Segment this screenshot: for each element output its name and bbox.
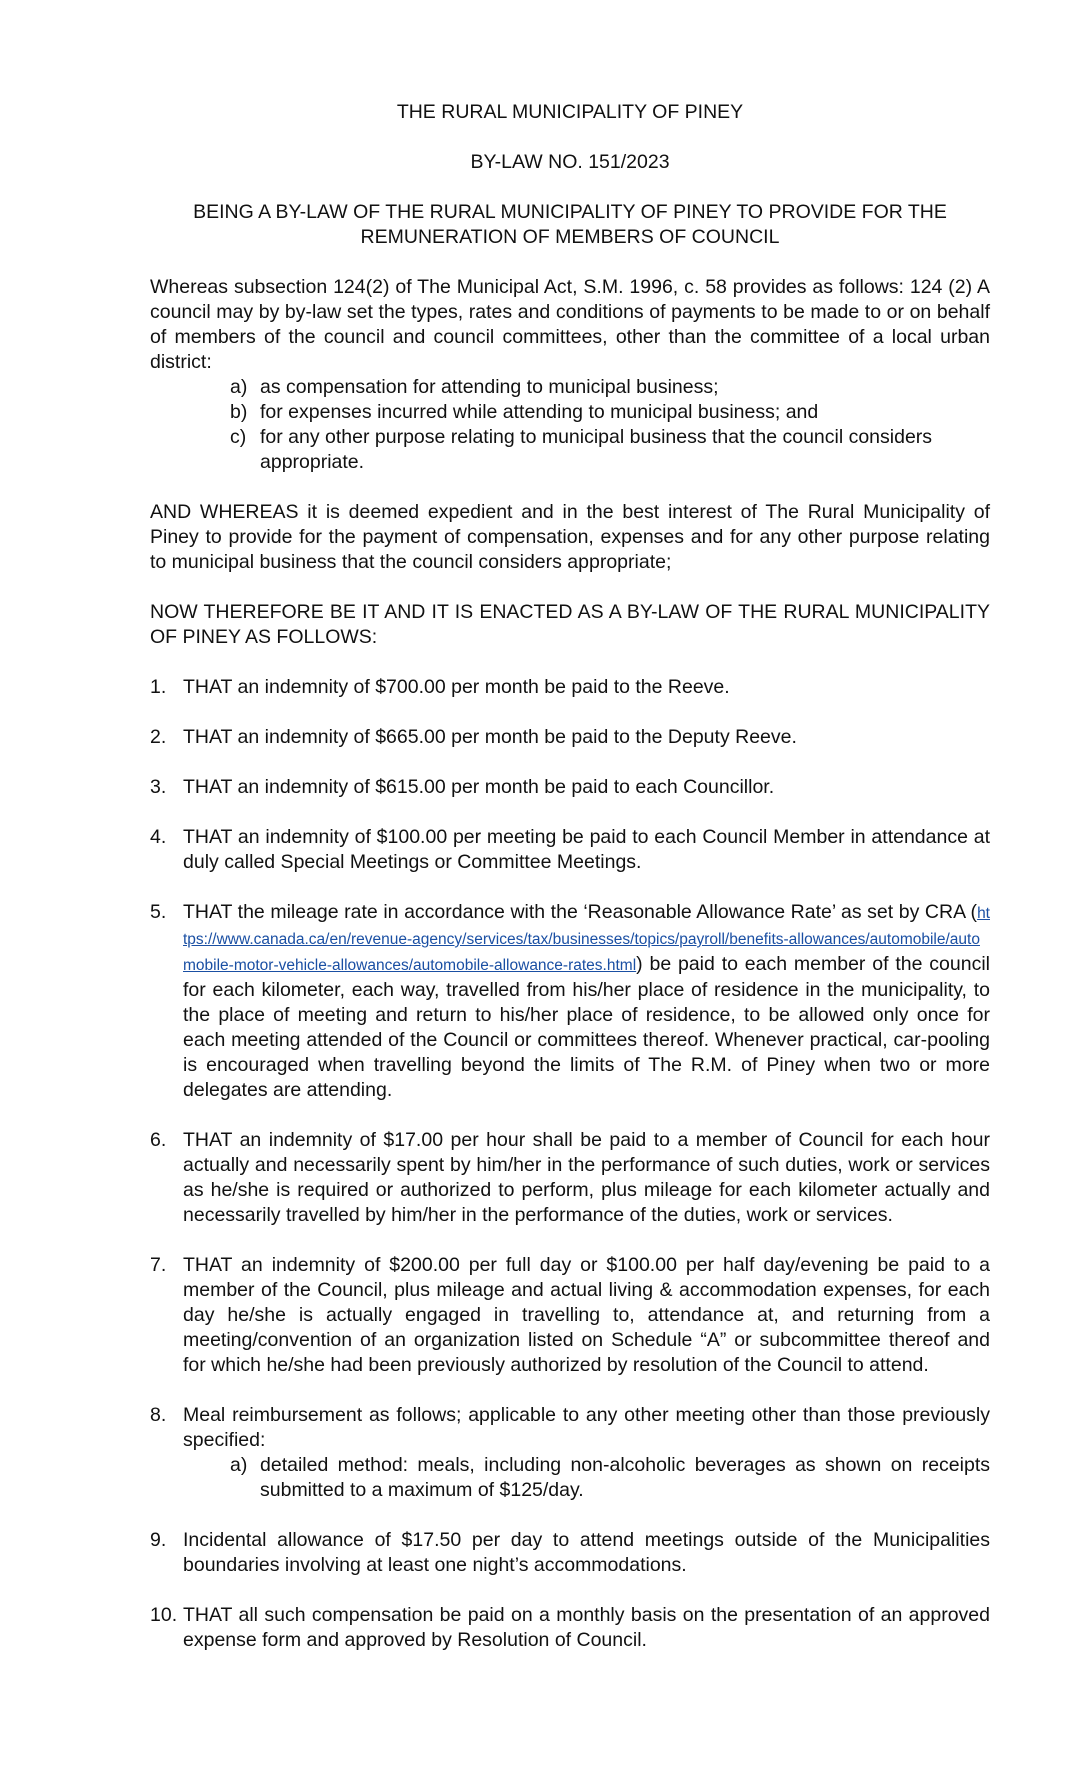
clause-text: THAT an indemnity of $100.00 per meeting be paid to each Council Member in attendance at duly called Special Meetings or Committee Meetings. bbox=[183, 826, 990, 873]
clause-item bbox=[150, 725, 990, 750]
whereas-item bbox=[230, 400, 990, 425]
clause-sub-text: detailed method: meals, including non-alcoholic beverages as shown on receipts submitted to a maximum of $125/day. bbox=[260, 1454, 990, 1501]
clause-text: THAT an indemnity of $615.00 per month be paid to each Councillor. bbox=[183, 776, 775, 798]
clause-item bbox=[150, 1528, 990, 1578]
clause-number: 7. bbox=[150, 1254, 167, 1276]
clause-item bbox=[150, 825, 990, 875]
clause-item bbox=[150, 675, 990, 700]
clause-item bbox=[150, 1253, 990, 1378]
whereas-item-label: b) bbox=[230, 401, 248, 423]
clause-text: Incidental allowance of $17.50 per day to attend meetings outside of the Municipalities boundaries involving at least one night’s accommodations. bbox=[183, 1529, 990, 1576]
clause-sub-list bbox=[183, 1453, 990, 1503]
clause-number: 6. bbox=[150, 1129, 167, 1151]
clause-number: 4. bbox=[150, 826, 167, 848]
whereas-item-label: a) bbox=[230, 376, 248, 398]
clause-text: THAT an indemnity of $665.00 per month be paid to the Deputy Reeve. bbox=[183, 726, 797, 748]
clause-item bbox=[150, 1403, 990, 1503]
clause-item bbox=[150, 1128, 990, 1228]
municipality-heading: THE RURAL MUNICIPALITY OF PINEY bbox=[396, 101, 744, 123]
whereas-item-text: as compensation for attending to municipal business; bbox=[260, 376, 719, 398]
clause-number: 2. bbox=[150, 726, 167, 748]
clause-number: 1. bbox=[150, 676, 167, 698]
whereas-section bbox=[150, 275, 990, 475]
clause-number: 3. bbox=[150, 776, 167, 798]
clauses-list bbox=[150, 675, 990, 1653]
clause-text: THAT an indemnity of $200.00 per full day or $100.00 per half day/evening be paid to a member of the Council, plus mileage and actual living & accommodation expenses, for each day he/she is actually engaged in travelling to, attendance at, and returning from a meeting/convention of an organization listed on Schedule “A” or subcommittee thereof and for which he/she had been previously authorized by resolution of the Council to attend. bbox=[183, 1254, 990, 1376]
clause-number: 5. bbox=[150, 901, 167, 923]
enactment-paragraph: NOW THEREFORE BE IT AND IT IS ENACTED AS A BY-LAW OF THE RURAL MUNICIPALITY OF PINEY AS FOLLOWS: bbox=[150, 601, 990, 648]
clause-text: THAT an indemnity of $700.00 per month be paid to the Reeve. bbox=[183, 676, 730, 698]
and-whereas-paragraph: AND WHEREAS it is deemed expedient and in the best interest of The Rural Municipality of Piney to provide for the payment of compensation, expenses and for any other purpose relating to municipal business that the council considers appropriate; bbox=[150, 501, 990, 573]
clause-item bbox=[150, 775, 990, 800]
clause-number: 8. bbox=[150, 1404, 167, 1426]
clause-number: 10. bbox=[150, 1604, 178, 1626]
clause-item bbox=[150, 1603, 990, 1653]
bylaw-document bbox=[150, 100, 990, 1678]
bylaw-number: BY-LAW NO. 151/2023 bbox=[470, 151, 670, 173]
whereas-intro: Whereas subsection 124(2) of The Municipal Act, S.M. 1996, c. 58 provides as follows: 124 (2) A council may by by-law set the types, rates and conditions of payments to be made to or on behalf of members of the council and council committees, other than the committee of a local urban district: bbox=[150, 276, 990, 373]
clause-sub-label: a) bbox=[230, 1454, 248, 1476]
clause-sub-item bbox=[230, 1453, 990, 1503]
whereas-item-label: c) bbox=[230, 426, 247, 448]
clause-number: 9. bbox=[150, 1529, 167, 1551]
whereas-item-text: for any other purpose relating to municipal business that the council considers appropriate. bbox=[260, 426, 933, 473]
clause-text-after-link: ) be paid to each member of the council for each kilometer, each way, travelled from his/her place of residence in the municipality, to the place of meeting and return to his/her place of residence, to be allowed only once for each meeting attended of the Council or committees thereof. Whenever practical, car-pooling is encouraged when travelling beyond the limits of The R.M. of Piney when two or more delegates are attending. bbox=[183, 953, 990, 1101]
whereas-item bbox=[230, 425, 990, 475]
cra-allowance-rates-link[interactable]: https://www.canada.ca/en/revenue-agency/services/tax/businesses/topics/payroll/benefits-allowances/automobile/automobile-motor-vehicle-allowances/automobile-allowance-rates.html bbox=[183, 905, 990, 974]
whereas-item-text: for expenses incurred while attending to municipal business; and bbox=[260, 401, 819, 423]
clause-item bbox=[150, 900, 990, 1103]
clause-text-before-link: THAT the mileage rate in accordance with the ‘Reasonable Allowance Rate’ as set by CRA ( bbox=[183, 901, 978, 923]
clause-text: THAT an indemnity of $17.00 per hour shall be paid to a member of Council for each hour actually and necessarily spent by him/her in the performance of such duties, work or services as he/she is required or authorized to perform, plus mileage for each kilometer actually and necessarily travelled by him/her in the performance of the duties, work or services. bbox=[183, 1129, 990, 1226]
whereas-list bbox=[150, 375, 990, 475]
clause-text: THAT all such compensation be paid on a monthly basis on the presentation of an approved expense form and approved by Resolution of Council. bbox=[183, 1604, 990, 1651]
whereas-item bbox=[230, 375, 990, 400]
bylaw-title: BEING A BY-LAW OF THE RURAL MUNICIPALITY OF PINEY TO PROVIDE FOR THE REMUNERATION OF MEMBERS OF COUNCIL bbox=[193, 201, 947, 248]
clause-text: Meal reimbursement as follows; applicable to any other meeting other than those previously specified: bbox=[183, 1404, 990, 1451]
